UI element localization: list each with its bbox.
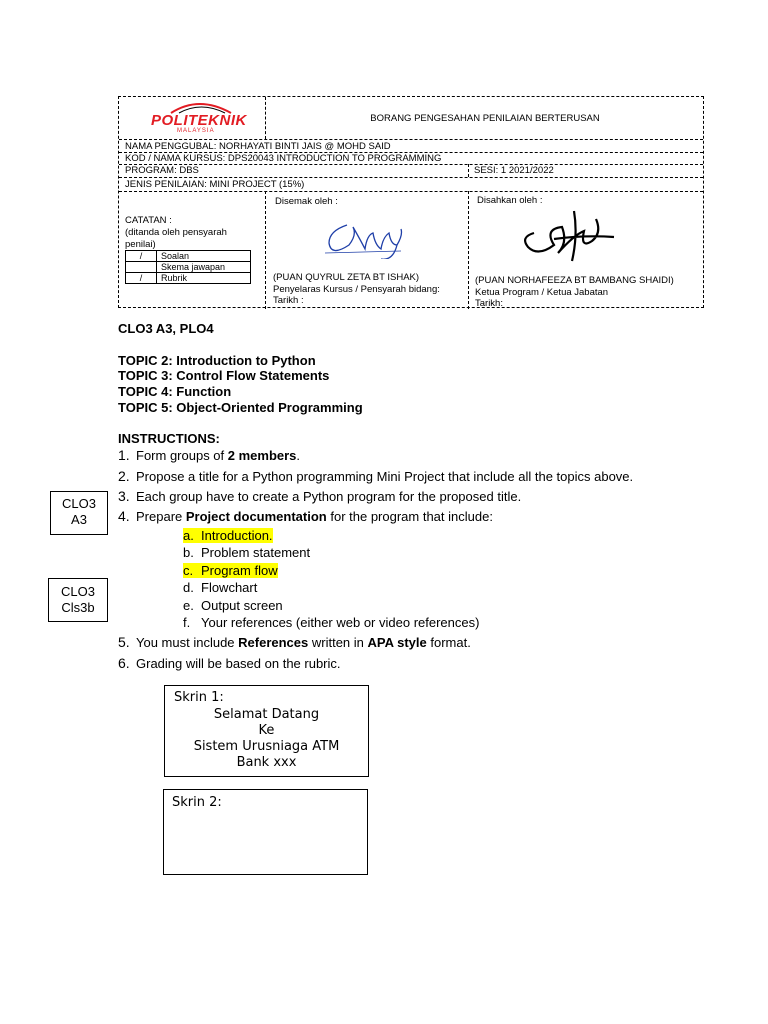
approver-date: Tarikh: bbox=[475, 298, 503, 309]
instruction-item: 1. Form groups of 2 members. bbox=[118, 447, 301, 463]
instruction-item: 3. Each group have to create a Python program for the proposed title. bbox=[118, 488, 522, 504]
topic-item: TOPIC 2: Introduction to Python bbox=[118, 353, 316, 368]
checklist-label: Rubrik bbox=[157, 273, 251, 284]
sub-item: d. Flowchart bbox=[183, 580, 258, 595]
sub-item: a. Introduction. bbox=[183, 528, 273, 543]
form-title: BORANG PENGESAHAN PENILAIAN BERTERUSAN bbox=[370, 113, 600, 124]
screen-1-box bbox=[164, 685, 369, 777]
assessment-form bbox=[118, 96, 704, 308]
course-field: KOD / NAMA KURSUS: DPS20043 INTRODUCTION TO PROGRAMMING bbox=[125, 153, 442, 164]
catatan-label: CATATAN : bbox=[125, 215, 172, 226]
instructions-heading: INSTRUCTIONS: bbox=[118, 431, 220, 446]
reviewer-role: Penyelaras Kursus / Pensyarah bidang: bbox=[273, 284, 440, 295]
topic-item: TOPIC 4: Function bbox=[118, 384, 232, 399]
reviewer-date: Tarikh : bbox=[273, 295, 304, 306]
reviewer-signature-icon bbox=[319, 205, 419, 259]
topic-item: TOPIC 5: Object-Oriented Programming bbox=[118, 400, 363, 415]
reviewer-name: (PUAN QUYRUL ZETA BT ISHAK) bbox=[273, 272, 420, 283]
checklist-mark bbox=[126, 262, 157, 273]
sub-item: b. Problem statement bbox=[183, 545, 311, 560]
checklist-label: Soalan bbox=[157, 251, 251, 262]
screen-1-line: Ke bbox=[258, 723, 275, 738]
approver-name: (PUAN NORHAFEEZA BT BAMBANG SHAIDI) bbox=[475, 275, 674, 286]
program-field: PROGRAM: DBS bbox=[125, 165, 199, 176]
logo-cell bbox=[119, 97, 265, 139]
screen-1-line: Bank xxx bbox=[236, 755, 297, 770]
checklist-label: Skema jawapan bbox=[157, 262, 251, 273]
instruction-item: 2. Propose a title for a Python programming Mini Project that include all the topics above. bbox=[118, 468, 634, 484]
penggubal-field: NAMA PENGGUBAL: NORHAYATI BINTI JAIS @ MOHD SAID bbox=[125, 141, 391, 152]
checklist-table bbox=[125, 250, 251, 284]
screen-1-line: Sistem Urusniaga ATM bbox=[193, 739, 340, 754]
assessment-type-field: JENIS PENILAIAN: MINI PROJECT (15%) bbox=[125, 179, 305, 190]
topic-item: TOPIC 3: Control Flow Statements bbox=[118, 368, 330, 383]
clo-side-box-line: A3 bbox=[71, 512, 87, 527]
clo-side-box-line: Cls3b bbox=[61, 600, 95, 615]
clo-side-box-line: CLO3 bbox=[61, 584, 95, 599]
approver-role: Ketua Program / Ketua Jabatan bbox=[475, 287, 609, 298]
checklist-row bbox=[126, 262, 251, 273]
sub-item: c. Program flow bbox=[183, 563, 278, 578]
screen-1-label: Skrin 1: bbox=[174, 690, 224, 705]
session-field: SESI: 1 2021/2022 bbox=[474, 165, 554, 176]
catatan-note: (ditanda oleh pensyarah bbox=[125, 227, 227, 238]
logo-text: POLITEKNIK bbox=[151, 112, 247, 129]
reviewed-by-label: Disemak oleh : bbox=[275, 196, 338, 207]
screen-2-label: Skrin 2: bbox=[172, 795, 222, 810]
logo-subtext: MALAYSIA bbox=[177, 128, 215, 134]
checklist-mark: / bbox=[126, 273, 157, 284]
clo-heading: CLO3 A3, PLO4 bbox=[118, 321, 214, 336]
instruction-item: 6. Grading will be based on the rubric. bbox=[118, 655, 341, 671]
sub-item: e. Output screen bbox=[183, 598, 283, 613]
instruction-item: 5. You must include References written in APA style format. bbox=[118, 634, 471, 650]
screen-1-line: Selamat Datang bbox=[213, 707, 320, 722]
checklist-row bbox=[126, 251, 251, 262]
approved-by-label: Disahkan oleh : bbox=[477, 195, 543, 206]
catatan-note-2: penilai) bbox=[125, 239, 156, 250]
clo-side-box bbox=[48, 578, 108, 622]
instruction-item: 4. Prepare Project documentation for the program that include: bbox=[118, 508, 493, 524]
clo-side-box bbox=[50, 491, 108, 535]
checklist-mark: / bbox=[126, 251, 157, 262]
clo-side-box-line: CLO3 bbox=[62, 496, 96, 511]
approver-signature-icon bbox=[514, 205, 624, 265]
checklist-row bbox=[126, 273, 251, 284]
sub-item: f. Your references (either web or video references) bbox=[183, 615, 480, 630]
screen-2-box bbox=[163, 789, 368, 875]
screen-1-content bbox=[165, 707, 368, 771]
